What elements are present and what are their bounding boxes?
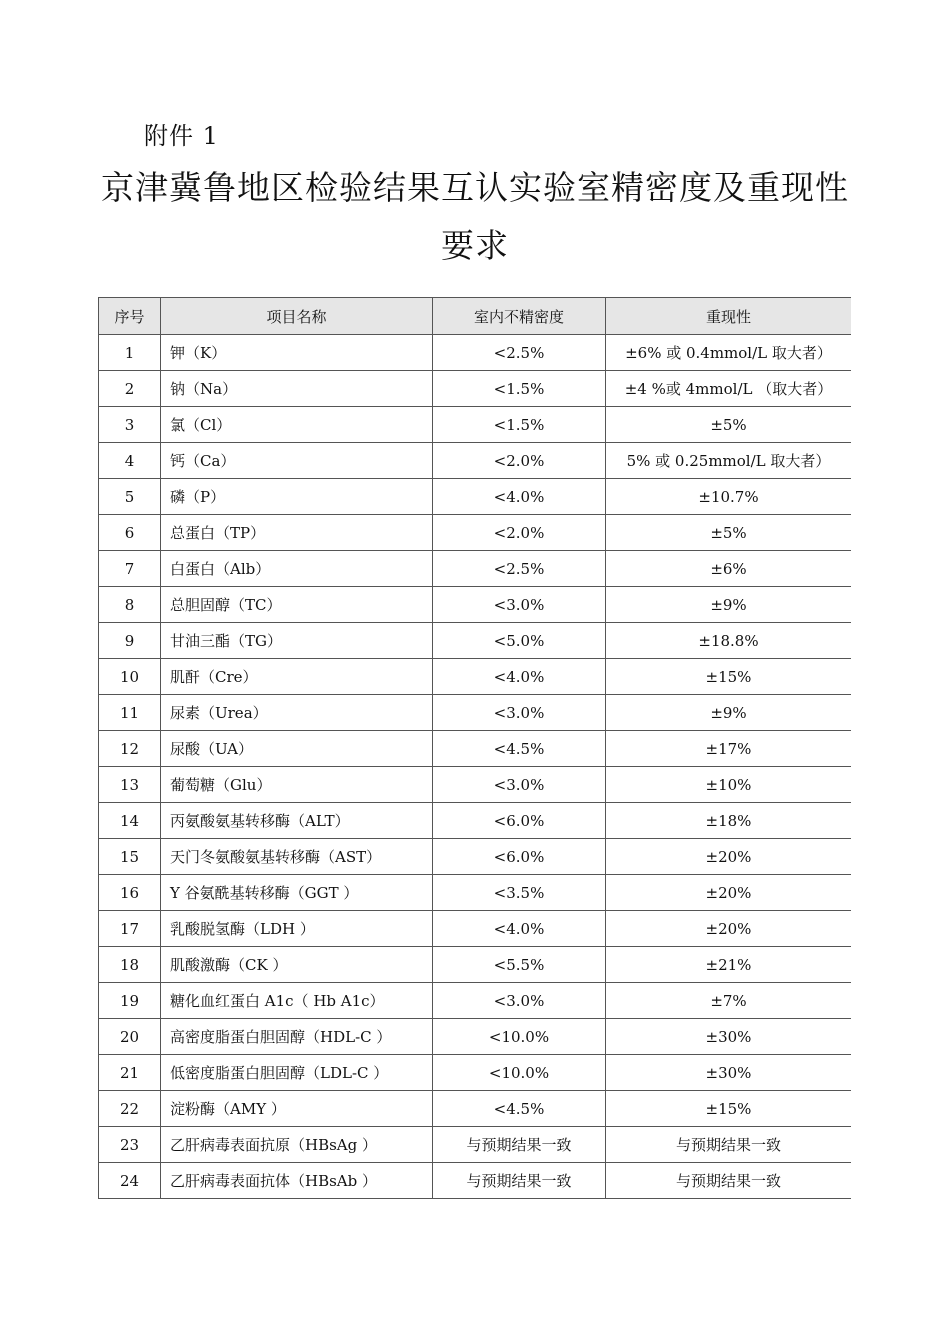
- table-row: [99, 335, 852, 371]
- precision-cell: <10.0%: [433, 1055, 606, 1091]
- table-row: [99, 803, 852, 839]
- reproducibility-cell: ±15%: [606, 659, 852, 695]
- item-name-cell: 甘油三酯（TG）: [161, 623, 433, 659]
- precision-cell: <2.5%: [433, 335, 606, 371]
- row-index-cell: 24: [99, 1163, 161, 1199]
- row-index-cell: 21: [99, 1055, 161, 1091]
- reproducibility-cell: 5% 或 0.25mmol/L 取大者）: [606, 443, 852, 479]
- table-row: [99, 875, 852, 911]
- precision-cell: 与预期结果一致: [433, 1127, 606, 1163]
- precision-cell: <1.5%: [433, 371, 606, 407]
- table-row: [99, 767, 852, 803]
- reproducibility-cell: ±18.8%: [606, 623, 852, 659]
- reproducibility-cell: ±10%: [606, 767, 852, 803]
- row-index-cell: 14: [99, 803, 161, 839]
- table-body: [99, 335, 852, 1199]
- row-index-cell: 20: [99, 1019, 161, 1055]
- reproducibility-cell: ±17%: [606, 731, 852, 767]
- item-name-cell: Y 谷氨酰基转移酶（GGT ）: [161, 875, 433, 911]
- attachment-label: 附件 1: [144, 122, 219, 150]
- reproducibility-cell: ±4 %或 4mmol/L （取大者）: [606, 371, 852, 407]
- header-index: 序号: [99, 298, 161, 335]
- precision-cell: <3.0%: [433, 983, 606, 1019]
- precision-cell: <1.5%: [433, 407, 606, 443]
- row-index-cell: 4: [99, 443, 161, 479]
- requirements-table-container: [98, 297, 851, 1203]
- document-title-continued: 要求: [441, 226, 509, 265]
- row-index-cell: 16: [99, 875, 161, 911]
- requirements-table: [98, 297, 851, 1199]
- precision-cell: <4.5%: [433, 731, 606, 767]
- item-name-cell: 钙（Ca）: [161, 443, 433, 479]
- row-index-cell: 9: [99, 623, 161, 659]
- precision-cell: <4.0%: [433, 659, 606, 695]
- reproducibility-cell: 与预期结果一致: [606, 1163, 852, 1199]
- table-row: [99, 587, 852, 623]
- precision-cell: <2.0%: [433, 515, 606, 551]
- precision-cell: <2.5%: [433, 551, 606, 587]
- precision-cell: <5.0%: [433, 623, 606, 659]
- reproducibility-cell: ±20%: [606, 911, 852, 947]
- reproducibility-cell: ±6% 或 0.4mmol/L 取大者）: [606, 335, 852, 371]
- item-name-cell: 葡萄糖（Glu）: [161, 767, 433, 803]
- reproducibility-cell: ±10.7%: [606, 479, 852, 515]
- reproducibility-cell: ±30%: [606, 1019, 852, 1055]
- row-index-cell: 15: [99, 839, 161, 875]
- table-row: [99, 839, 852, 875]
- precision-cell: <4.5%: [433, 1091, 606, 1127]
- row-index-cell: 5: [99, 479, 161, 515]
- reproducibility-cell: ±21%: [606, 947, 852, 983]
- row-index-cell: 8: [99, 587, 161, 623]
- row-index-cell: 13: [99, 767, 161, 803]
- table-row: [99, 371, 852, 407]
- item-name-cell: 尿素（Urea）: [161, 695, 433, 731]
- row-index-cell: 1: [99, 335, 161, 371]
- precision-cell: 与预期结果一致: [433, 1163, 606, 1199]
- precision-cell: <4.0%: [433, 479, 606, 515]
- reproducibility-cell: ±15%: [606, 1091, 852, 1127]
- table-row: [99, 659, 852, 695]
- row-index-cell: 17: [99, 911, 161, 947]
- reproducibility-cell: ±9%: [606, 695, 852, 731]
- row-index-cell: 18: [99, 947, 161, 983]
- item-name-cell: 尿酸（UA）: [161, 731, 433, 767]
- table-row: [99, 1127, 852, 1163]
- table-row: [99, 515, 852, 551]
- reproducibility-cell: ±18%: [606, 803, 852, 839]
- table-row: [99, 1163, 852, 1199]
- row-index-cell: 3: [99, 407, 161, 443]
- table-row: [99, 1019, 852, 1055]
- row-index-cell: 2: [99, 371, 161, 407]
- precision-cell: <4.0%: [433, 911, 606, 947]
- row-index-cell: 22: [99, 1091, 161, 1127]
- row-index-cell: 23: [99, 1127, 161, 1163]
- table-row: [99, 443, 852, 479]
- reproducibility-cell: ±6%: [606, 551, 852, 587]
- precision-cell: <5.5%: [433, 947, 606, 983]
- table-row: [99, 731, 852, 767]
- row-index-cell: 11: [99, 695, 161, 731]
- item-name-cell: 糖化血红蛋白 A1c（ Hb A1c）: [161, 983, 433, 1019]
- item-name-cell: 氯（Cl）: [161, 407, 433, 443]
- item-name-cell: 总胆固醇（TC）: [161, 587, 433, 623]
- table-row: [99, 1055, 852, 1091]
- reproducibility-cell: ±20%: [606, 875, 852, 911]
- precision-cell: <6.0%: [433, 803, 606, 839]
- precision-cell: <3.0%: [433, 767, 606, 803]
- row-index-cell: 7: [99, 551, 161, 587]
- item-name-cell: 淀粉酶（AMY ）: [161, 1091, 433, 1127]
- table-row: [99, 407, 852, 443]
- reproducibility-cell: ±5%: [606, 407, 852, 443]
- table-row: [99, 479, 852, 515]
- item-name-cell: 钠（Na）: [161, 371, 433, 407]
- precision-cell: <6.0%: [433, 839, 606, 875]
- table-row: [99, 983, 852, 1019]
- header-reproducibility: 重现性: [606, 298, 852, 335]
- document-title: 京津冀鲁地区检验结果互认实验室精密度及重现性: [101, 168, 849, 207]
- item-name-cell: 磷（P）: [161, 479, 433, 515]
- table-header-row: [99, 298, 852, 335]
- item-name-cell: 钾（K）: [161, 335, 433, 371]
- item-name-cell: 肌酐（Cre）: [161, 659, 433, 695]
- item-name-cell: 丙氨酸氨基转移酶（ALT）: [161, 803, 433, 839]
- table-row: [99, 947, 852, 983]
- item-name-cell: 高密度脂蛋白胆固醇（HDL-C ）: [161, 1019, 433, 1055]
- reproducibility-cell: 与预期结果一致: [606, 1127, 852, 1163]
- item-name-cell: 总蛋白（TP）: [161, 515, 433, 551]
- item-name-cell: 肌酸激酶（CK ）: [161, 947, 433, 983]
- row-index-cell: 12: [99, 731, 161, 767]
- precision-cell: <3.5%: [433, 875, 606, 911]
- table-row: [99, 1091, 852, 1127]
- table-row: [99, 551, 852, 587]
- reproducibility-cell: ±7%: [606, 983, 852, 1019]
- item-name-cell: 天门冬氨酸氨基转移酶（AST）: [161, 839, 433, 875]
- table-row: [99, 911, 852, 947]
- reproducibility-cell: ±30%: [606, 1055, 852, 1091]
- precision-cell: <2.0%: [433, 443, 606, 479]
- table-row: [99, 623, 852, 659]
- precision-cell: <3.0%: [433, 695, 606, 731]
- table-row: [99, 695, 852, 731]
- item-name-cell: 乙肝病毒表面抗原（HBsAg ）: [161, 1127, 433, 1163]
- item-name-cell: 低密度脂蛋白胆固醇（LDL-C ）: [161, 1055, 433, 1091]
- reproducibility-cell: ±20%: [606, 839, 852, 875]
- item-name-cell: 乳酸脱氢酶（LDH ）: [161, 911, 433, 947]
- row-index-cell: 10: [99, 659, 161, 695]
- precision-cell: <10.0%: [433, 1019, 606, 1055]
- reproducibility-cell: ±9%: [606, 587, 852, 623]
- reproducibility-cell: ±5%: [606, 515, 852, 551]
- item-name-cell: 乙肝病毒表面抗体（HBsAb ）: [161, 1163, 433, 1199]
- header-item-name: 项目名称: [161, 298, 433, 335]
- row-index-cell: 6: [99, 515, 161, 551]
- item-name-cell: 白蛋白（Alb）: [161, 551, 433, 587]
- header-precision: 室内不精密度: [433, 298, 606, 335]
- row-index-cell: 19: [99, 983, 161, 1019]
- precision-cell: <3.0%: [433, 587, 606, 623]
